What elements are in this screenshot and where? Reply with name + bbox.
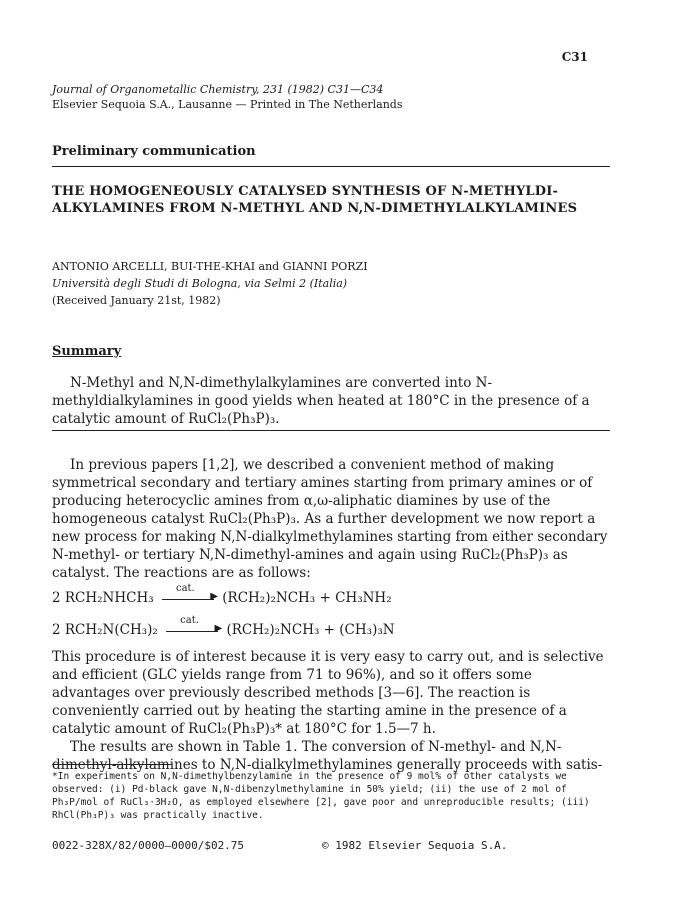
section-label: Preliminary communication xyxy=(52,144,256,159)
copyright: © 1982 Elsevier Sequoia S.A. xyxy=(322,839,508,852)
reaction-arrow: cat. ▶ xyxy=(162,597,214,600)
body-paragraph-1: In previous papers [1,2], we described a convenient method of making symmetrical secondary and tertiary amines starting from primary amines or of producing heterocyclic amines from α,ω-aliphatic diamines by use of the homogeneous catalyst RuCl₂(Ph₃P)₃. As a further development we now report a new process for making N,N-dialkylmethylamines starting from either secondary N-methyl- or tertiary N,N-dimethyl-amines and again using RuCl₂(Ph₃P)₃ as catalyst. The reactions are as follows: xyxy=(52,457,608,581)
summary-rule xyxy=(52,430,610,431)
received-date: (Received January 21st, 1982) xyxy=(52,294,221,307)
journal-line: Journal of Organometallic Chemistry, 231 (1982) C31—C34 xyxy=(52,83,384,96)
reaction-1 xyxy=(52,583,392,606)
author-affiliation: Università degli Studi di Bologna, via Selmi 2 (Italia) xyxy=(52,277,348,290)
page-number: C31 xyxy=(561,50,588,64)
reaction-arrow: cat. ▶ xyxy=(166,629,218,632)
reaction-1-reactants: 2 RCH₂NHCH₃ xyxy=(52,590,154,606)
summary-heading: Summary xyxy=(52,344,122,359)
reaction-2-products: (RCH₂)₂NCH₃ + (CH₃)₃N xyxy=(226,622,395,638)
section-rule xyxy=(52,166,610,167)
article-code: 0022-328X/82/0000—0000/$02.75 xyxy=(52,839,245,852)
reaction-2 xyxy=(52,615,395,638)
article-title: THE HOMOGENEOUSLY CATALYSED SYNTHESIS OF N-METHYLDI-ALKYLAMINES FROM N-METHYL AND N,N-DIMETHYLALKYLAMINES xyxy=(52,184,578,216)
author-names: ANTONIO ARCELLI, BUI-THE-KHAI and GIANNI PORZI xyxy=(52,260,368,273)
body-paragraph-3: The results are shown in Table 1. The conversion of N-methyl- and N,N-dimethyl-alkylamines to N,N-dialkylmethylamines generally proceeds with satis- xyxy=(52,739,603,773)
publisher-line: Elsevier Sequoia S.A., Lausanne — Printed in The Netherlands xyxy=(52,98,403,111)
footnote-rule xyxy=(52,764,172,765)
body-paragraph-2-text: This procedure is of interest because it is very easy to carry out, and is selective and efficient (GLC yields range from 71 to 96%), and so it offers some advantages over previously described methods [3—6]. The reaction is conveniently carried out by heating the starting amine in the presence of a catalytic amount of RuCl₂(Ph₃P)₃* at 180°C for 1.5—7 h. xyxy=(52,649,604,737)
reaction-1-products: (RCH₂)₂NCH₃ + CH₃NH₂ xyxy=(222,590,392,606)
reaction-2-reactants: 2 RCH₂N(CH₃)₂ xyxy=(52,622,158,638)
catalyst-label: cat. xyxy=(175,583,195,594)
journal-citation xyxy=(52,82,402,112)
footnote: *In experiments on N,N-dimethylbenzylamine in the presence of 9 mol% of other catalysts we observed: (i) Pd-black gave N,N-dibenzylmethylamine in 50% yield; (ii) the use of 2 mol of Ph₃P/mol of RuCl₃·3H₂O, as employed elsewhere [2], gave poor and unreproducible results; (iii) RhCl(Ph₃P)₃ was practically inactive. xyxy=(52,771,590,821)
summary-text: N-Methyl and N,N-dimethylalkylamines are converted into N-methyldialkylamines in good yields when heated at 180°C in the presence of a catalytic amount of RuCl₂(Ph₃P)₃. xyxy=(52,375,590,427)
author-block xyxy=(52,258,368,309)
body-paragraph-2 xyxy=(52,648,612,774)
page-footer xyxy=(52,839,608,852)
catalyst-label: cat. xyxy=(180,615,199,626)
